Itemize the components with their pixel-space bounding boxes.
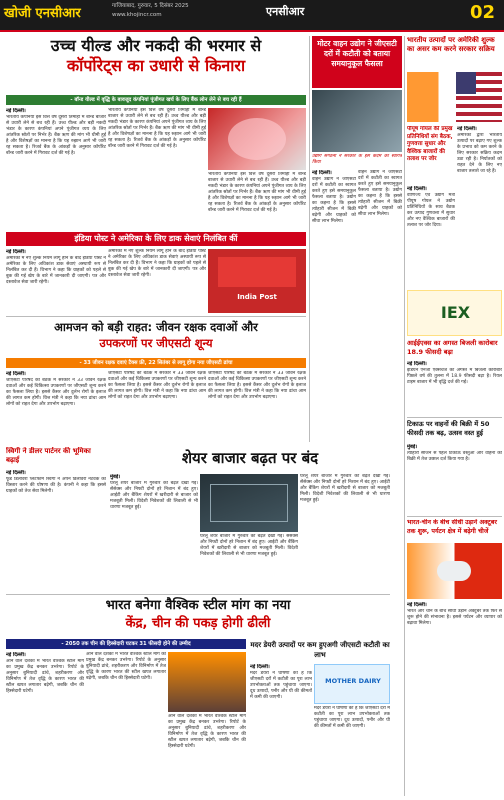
story9-byline: नई दिल्ली। (457, 126, 477, 132)
story1-headline-line1: उच्च यील्ड और नकदी की भरमार से (50, 36, 262, 55)
story10-text: वाणिज्य एवं उद्योग मंत्री पीयूष गोयल ने उद्योग प्रतिनिधियों के साथ बैठक कर उत्पाद गुणवत्ता में सुधार और नए वैश्विक बाजारों की तलाश पर जोर दिया। (407, 193, 455, 228)
story8-headline: मोटर वाहन उद्योग ने जीएसटी दरों में कटौती को बताया समयानुकूल फैसला (312, 36, 402, 88)
story3-body-col2 (108, 371, 206, 443)
story1-banner: - बॉन्ड यील्ड में वृद्धि के बावजूद कंपनियां पूंजीगत खर्च के लिए बैंक लोन लेने से बच रही हैं (6, 95, 306, 105)
story5-headline-text: शेयर बाजार बढ़त पर बंद (181, 449, 319, 467)
story11-text: इंडियन एनर्जी एक्सचेंज का अगस्त में बिजली कारोबार पिछले वर्ष की तुलना में 18.9 फीसदी बढ़ा है। रियल टाइम बाजार में भी वृद्धि दर्ज की गई। (407, 368, 502, 385)
story1-photo (208, 108, 306, 170)
story8-caption (312, 154, 402, 168)
story7-body (250, 664, 312, 794)
story1-headline (6, 36, 306, 92)
india-post-label: India Post (237, 293, 277, 301)
story13-headline-text: भारत-चीन के बीच सीधी उड़ानें अक्टूबर तक शुरू, पर्यटन क्षेत्र में बढ़ेगी चीजें (407, 519, 497, 535)
story7-headline (250, 640, 390, 662)
story6-headline (6, 597, 390, 637)
story4-headline-text: स्विगी ने डीलर पार्टनर की भूमिका बढ़ाई (6, 447, 91, 464)
story10-body (407, 186, 455, 286)
story3-text: जीएसटी परिषद की बैठक में सरकार ने 33 जीवन रक्षक दवाओं और कई चिकित्सा उपकरणों पर जीएसटी शून्य करने का फैसला लिया है। इससे कैंसर और दुर्लभ रोगों के इलाज की लागत कम होगी। वित्त मंत्री ने कहा कि नया ढांचा आम लोगों को राहत देगा और उपभोग बढ़ाएगा। (6, 378, 106, 407)
story7-headline-text: मदर डेयरी उत्पादों पर कम हुएअगी जीएसटी कटौती का लाभ (250, 641, 390, 659)
story1-headline-line2: कॉर्पोरेट्स का उधारी से किनारा (66, 56, 246, 75)
story5-body (110, 474, 198, 590)
india-china-flags-photo (407, 543, 502, 599)
masthead (0, 0, 504, 30)
story5-text-col2: घरेलू शेयर बाजार में गुरुवार को बढ़त देखी गई। सेंसेक्स और निफ्टी दोनों हरे निशान में बंद हुए। आईटी और बैंकिंग शेयरों में खरीदारी से बाजार को मजबूती मिली। विदेशी निवेशकों की लिवाली से भी धारणा मजबूत हुई। (200, 534, 298, 557)
brand-title: खोजी एनसीआर (4, 6, 81, 21)
story3-headline-line2: उपकरणों पर जीएसटी शून्य (99, 336, 213, 350)
mother-dairy-logo-text: MOTHER DAIRY (325, 677, 381, 685)
story10-headline (407, 126, 455, 184)
story8-text-col2: वाहन उद्योग ने जीएसटी दरों में कटौती का स्वागत करते हुए इसे समयानुकूल फैसला बताया है। उद्योग का कहना है कि इससे त्योहारी सीजन में बिक्री बढ़ेगी और ग्राहकों को सीधा लाभ मिलेगा। (358, 170, 402, 217)
story8-text: वाहन उद्योग ने जीएसटी दरों में कटौती का स्वागत करते हुए इसे समयानुकूल फैसला बताया है। उद्योग का कहना है कि इससे त्योहारी सीजन में बिक्री बढ़ेगी और ग्राहकों को सीधा लाभ मिलेगा। (312, 177, 356, 224)
story12-byline: मुंबई। (407, 444, 418, 450)
car-plant-photo (312, 90, 402, 152)
story6-body-col3 (168, 714, 246, 794)
story1-body-col2 (108, 108, 206, 228)
story8-caption-text: उद्योग संगठनों ने सरकार के इस कदम का स्वागत किया (312, 154, 402, 165)
iex-logo (407, 290, 502, 336)
sensex-photo (200, 474, 298, 532)
story8-body (312, 170, 356, 442)
website: www.khojincr.com (112, 12, 162, 18)
story6-body-col2 (86, 652, 166, 794)
steel-photo (168, 652, 246, 712)
story5-byline: मुंबई। (110, 474, 121, 480)
story11-headline-text: आईईएक्स का अगस्त बिजली कारोबार 18.9 फीसदी बढ़ा (407, 339, 498, 356)
story5-headline (110, 447, 390, 471)
story5-body-col3 (300, 474, 390, 590)
story2-body-col2 (108, 249, 206, 313)
story2-text: अमेरिका में नए शुल्क नियम लागू होने के बाद इंडिया पोस्ट ने अमेरिका के लिए अधिकांश डाक सेवाएं अस्थायी रूप से निलंबित कर दी हैं। विभाग ने कहा कि ग्राहकों को पहले से बुक की गई खेप के बारे में जानकारी दी जाएगी। पत्र और दस्तावेज सेवा जारी रहेगी। (6, 256, 106, 285)
story5-body-col2 (200, 534, 298, 590)
story6-body (6, 652, 84, 794)
story4-body (6, 470, 106, 590)
story5-text: घरेलू शेयर बाजार में गुरुवार को बढ़त देखी गई। सेंसेक्स और निफ्टी दोनों हरे निशान में बंद हुए। आईटी और बैंकिंग शेयरों में खरीदारी से बाजार को मजबूती मिली। विदेशी निवेशकों की लिवाली से भी धारणा मजबूत हुई। (110, 481, 198, 510)
story9-text: अमेरिका द्वारा भारतीय उत्पादों पर बढ़ाए गए शुल्क के प्रभाव को कम करने के लिए सरकार सक्रिय कदम उठा रही है। निर्यातकों को राहत देने के लिए नए बाजार तलाशे जा रहे हैं। (457, 133, 502, 174)
india-post-photo (208, 249, 306, 313)
section-title: एनसीआर (266, 5, 305, 18)
story1-body (6, 108, 106, 228)
story3-body (6, 371, 106, 443)
story8-byline: नई दिल्ली। (312, 170, 332, 176)
story9-headline (407, 36, 502, 70)
story10-byline: नई दिल्ली। (407, 186, 427, 192)
story13-body (407, 602, 502, 794)
story7-byline: नई दिल्ली। (250, 664, 270, 670)
story13-text: भारत और चीन के बीच सीधी उड़ानें अक्टूबर तक फिर से शुरू होने की संभावना है। इससे पर्यटन और व्यापार को बढ़ावा मिलेगा। (407, 609, 502, 626)
story12-headline (407, 420, 502, 442)
story3-byline: नई दिल्ली। (6, 371, 26, 377)
story7-text-col2: मदर डेयरी ने घोषणा की है कि जीएसटी दरों में कटौती का पूरा लाभ उपभोक्ताओं तक पहुंचाया जाएगा। दूध उत्पादों, पनीर और घी की कीमतों में कमी की जाएगी। (314, 706, 390, 729)
story1-byline: नई दिल्ली। (6, 108, 26, 114)
mother-dairy-logo (314, 664, 390, 704)
story12-headline-text: टिकाऊ पर वाहनों की बिक्री में 50 फीसदी तक बढ़, उत्सव वस्त हुई (407, 420, 490, 437)
story3-text-col2: जीएसटी परिषद की बैठक में सरकार ने 33 जीवन रक्षक दवाओं और कई चिकित्सा उपकरणों पर जीएसटी शून्य करने का फैसला लिया है। इससे कैंसर और दुर्लभ रोगों के इलाज की लागत कम होगी। वित्त मंत्री ने कहा कि नया ढांचा आम लोगों को राहत देगा और उपभोग बढ़ाएगा। (108, 371, 206, 400)
story6-text-col3: आने वाले दशकों में भारत वैश्विक स्टील मांग का प्रमुख केंद्र बनकर उभरेगा। रिपोर्ट के अनुसार बुनियादी ढांचे, शहरीकरण और विनिर्माण में तेज वृद्धि के कारण भारत की स्टील खपत लगातार बढ़ेगी, जबकि चीन की हिस्सेदारी घटेगी। (168, 714, 246, 749)
flags-photo (407, 72, 502, 122)
story1-text-col3: भारतीय कंपनियां इस वित्त वर्ष दूसरी तिमाही में बॉन्ड बाजार से उधारी लेने से बच रही हैं। उच्च यील्ड और बड़ी नकदी भंडार के कारण कंपनियां अपने पूंजीगत व्यय के लिए आंतरिक स्रोतों पर निर्भर हैं। बैंक ऋण की मांग भी धीमी हुई है और विशेषज्ञों का मानना है कि यह रुझान आगे भी जारी रह सकता है। रिजर्व बैंक के आंकड़ों के अनुसार कॉर्पोरेट बॉन्ड जारी करने में गिरावट दर्ज की गई है। (208, 172, 306, 213)
story1-text: भारतीय कंपनियां इस वित्त वर्ष दूसरी तिमाही में बॉन्ड बाजार से उधारी लेने से बच रही हैं। उच्च यील्ड और बड़ी नकदी भंडार के कारण कंपनियां अपने पूंजीगत व्यय के लिए आंतरिक स्रोतों पर निर्भर हैं। बैंक ऋण की मांग भी धीमी हुई है और विशेषज्ञों का मानना है कि यह रुझान आगे भी जारी रह सकता है। रिजर्व बैंक के आंकड़ों के अनुसार कॉर्पोरेट बॉन्ड जारी करने में गिरावट दर्ज की गई है। (6, 115, 106, 156)
story11-body (407, 361, 502, 415)
story2-byline: नई दिल्ली। (6, 249, 26, 255)
story4-text: फूड डिलीवरी प्लेटफॉर्म स्विगी ने अपने डिलीवरी नेटवर्क का विस्तार करने की घोषणा की है। कंपनी ने कहा कि इससे ग्राहकों को तेज सेवा मिलेगी। (6, 477, 106, 494)
story1-text-col2: भारतीय कंपनियां इस वित्त वर्ष दूसरी तिमाही में बॉन्ड बाजार से उधारी लेने से बच रही हैं। उच्च यील्ड और बड़ी नकदी भंडार के कारण कंपनियां अपने पूंजीगत व्यय के लिए आंतरिक स्रोतों पर निर्भर हैं। बैंक ऋण की मांग भी धीमी हुई है और विशेषज्ञों का मानना है कि यह रुझान आगे भी जारी रह सकता है। रिजर्व बैंक के आंकड़ों के अनुसार कॉर्पोरेट बॉन्ड जारी करने में गिरावट दर्ज की गई है। (108, 108, 206, 149)
story3-headline (6, 319, 306, 357)
story4-byline: नई दिल्ली। (6, 470, 26, 476)
story7-text: मदर डेयरी ने घोषणा की है कि जीएसटी दरों में कटौती का पूरा लाभ उपभोक्ताओं तक पहुंचाया जाएगा। दूध उत्पादों, पनीर और घी की कीमतों में कमी की जाएगी। (250, 671, 312, 700)
iex-logo-text: IEX (440, 303, 471, 322)
story9-headline-text: भारतीय उत्पादों पर अमेरिकी शुल्क का असर कम करने सरकार सक्रिय (407, 36, 495, 53)
story6-headline-line2: केंद्र, चीन की पकड़ होगी ढीली (125, 616, 271, 631)
story13-headline (407, 519, 502, 541)
story3-text-col3: जीएसटी परिषद की बैठक में सरकार ने 33 जीवन रक्षक दवाओं और कई चिकित्सा उपकरणों पर जीएसटी शून्य करने का फैसला लिया है। इससे कैंसर और दुर्लभ रोगों के इलाज की लागत कम होगी। वित्त मंत्री ने कहा कि नया ढांचा आम लोगों को राहत देगा और उपभोग बढ़ाएगा। (208, 371, 306, 400)
story6-byline: नई दिल्ली। (6, 652, 26, 658)
story5-text-col3: घरेलू शेयर बाजार में गुरुवार को बढ़त देखी गई। सेंसेक्स और निफ्टी दोनों हरे निशान में बंद हुए। आईटी और बैंकिंग शेयरों में खरीदारी से बाजार को मजबूती मिली। विदेशी निवेशकों की लिवाली से भी धारणा मजबूत हुई। (300, 474, 390, 503)
issue-date: गाजियाबाद, गुरुवार, 5 दिसंबर 2025 (112, 3, 189, 9)
story1-body-col3 (208, 172, 306, 228)
story2-body (6, 249, 106, 313)
story12-body (407, 444, 502, 514)
story6-headline-line1: भारत बनेगा वैश्विक स्टील मांग का नया (105, 598, 291, 613)
story3-headline-line1: आमजन को बड़ी राहत: जीवन रक्षक दवाओं और (54, 320, 258, 334)
masthead-rule (0, 30, 504, 32)
story6-text-col2: आने वाले दशकों में भारत वैश्विक स्टील मांग का प्रमुख केंद्र बनकर उभरेगा। रिपोर्ट के अनुसार बुनियादी ढांचे, शहरीकरण और विनिर्माण में तेज वृद्धि के कारण भारत की स्टील खपत लगातार बढ़ेगी, जबकि चीन की हिस्सेदारी घटेगी। (86, 652, 166, 681)
story13-byline: नई दिल्ली। (407, 602, 427, 608)
story10-headline-text: पीयूष गोयल की प्रमुख प्रतिनिधियों संग बैठक, गुणवत्ता सुधार और वैश्विक बाजारों की तलाश पर जोर (407, 126, 453, 162)
story7-body-col2 (314, 706, 390, 794)
story6-text: आने वाले दशकों में भारत वैश्विक स्टील मांग का प्रमुख केंद्र बनकर उभरेगा। रिपोर्ट के अनुसार बुनियादी ढांचे, शहरीकरण और विनिर्माण में तेज वृद्धि के कारण भारत की स्टील खपत लगातार बढ़ेगी, जबकि चीन की हिस्सेदारी घटेगी। (6, 659, 84, 694)
story2-text-col2: अमेरिका में नए शुल्क नियम लागू होने के बाद इंडिया पोस्ट ने अमेरिका के लिए अधिकांश डाक सेवाएं अस्थायी रूप से निलंबित कर दी हैं। विभाग ने कहा कि ग्राहकों को पहले से बुक की गई खेप के बारे में जानकारी दी जाएगी। पत्र और दस्तावेज सेवा जारी रहेगी। (108, 249, 206, 278)
story8-body-col2 (358, 170, 402, 442)
story12-text: त्योहारी सीजन से पहले टिकाऊ वस्तुओं और वाहनों की बिक्री में तेज उछाल दर्ज किया गया है। (407, 451, 502, 462)
story11-byline: नई दिल्ली। (407, 361, 427, 367)
story3-body-col3 (208, 371, 306, 443)
story6-banner: - 2050 तक चीन की हिस्सेदारी घटकर 31 फीसदी होने की उम्मीद (6, 639, 246, 649)
story3-banner: - 33 जीवन रक्षक दवाएं टैक्स फ्री, 22 सितंबर से लागू होगा नया जीएसटी ढांचा (6, 358, 306, 368)
story9-body (457, 126, 502, 286)
story2-headline: इंडिया पोस्ट ने अमेरिका के लिए डाक सेवाएं निलंबित कीं (6, 232, 306, 246)
page-number: 02 (470, 2, 496, 23)
story11-headline (407, 339, 502, 359)
